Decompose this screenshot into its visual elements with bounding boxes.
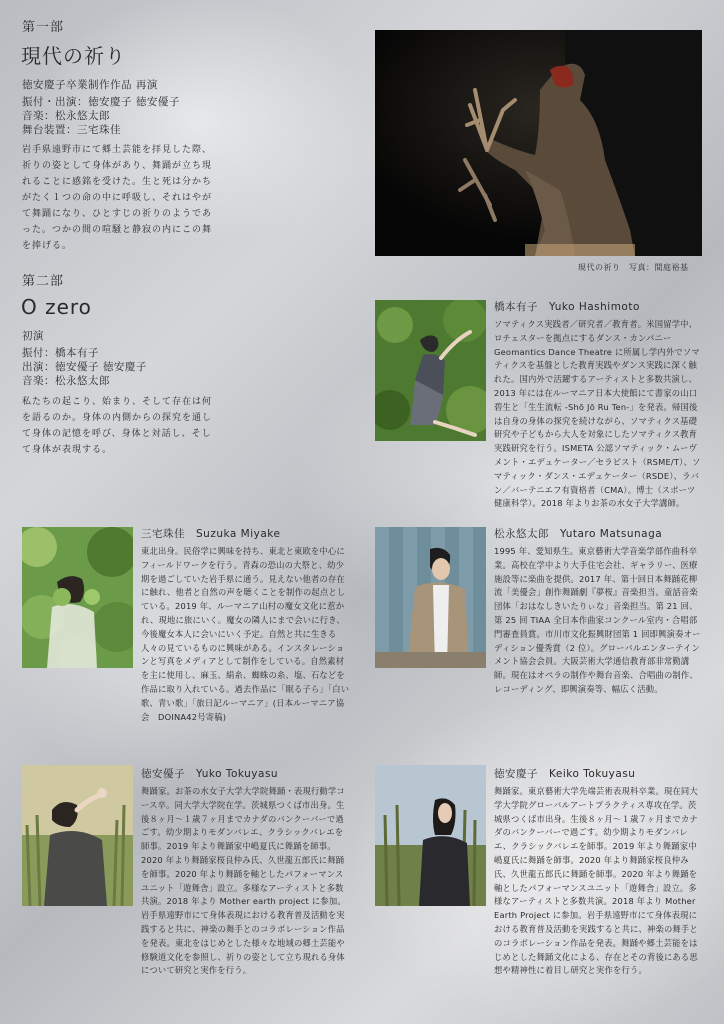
credit-line: 振付：橋本有子: [22, 347, 99, 359]
part1-title: 現代の祈り: [21, 44, 126, 68]
matsunaga-name: 松永悠太郎 Yutaro Matsunaga: [494, 528, 663, 540]
yuko-tokuyasu-bio: 舞踊家。お茶の水女子大学大学院舞踊・表現行動学コース卒。同大学大学院在学。茨城県つくば市出身。生後８ヶ月〜１歳７ヶ月までカナダのバンクーバーで過ごす。幼少期よりモダンバレエ、クラシックバレエを師事。2019 年より舞踊家中嶋夏氏に舞踊を師事。2020 年より舞踊家桜良仲み氏、久世龍五郎氏に舞踊を師事。2020 年より舞踊を軸としたパフォーマンスユニット「遊舞舎」設立。多様なアーティストと多数共演。2018 年より Mother earth project に参加。岩手県遠野市にて身体表現における教育普及活動を実践すると共に、神楽の舞手とのコラボレーション作品を発表。東北をはじめとした様々な地域の郷土芸能や修験道文化を参照し、祈りの姿として立ち現れる身体について研究と実作を行う。: [141, 786, 346, 976]
miyake-portrait-photo: [22, 527, 133, 668]
hashimoto-portrait-photo: [375, 300, 486, 441]
yuko-tokuyasu-portrait-photo: [22, 765, 133, 906]
yuko-tokuyasu-name: 徳安優子 Yuko Tokuyasu: [141, 768, 279, 780]
part2-label: 第二部: [22, 274, 65, 289]
part1-subtitle: 徳安慶子卒業制作作品 再演: [22, 79, 158, 91]
credit-line: 音楽：松永悠太郎: [22, 375, 110, 387]
matsunaga-portrait-photo: [375, 527, 486, 668]
part1-label: 第一部: [22, 20, 65, 35]
part2-subtitle: 初演: [22, 330, 44, 342]
matsunaga-bio: 1995 年、愛知県生。東京藝術大学音楽学部作曲科卒業。高校在学中より大手住宅会社、ギャラリー、医療施設等に楽曲を提供。2017 年、第十回日本舞踊花柳流「美優会」創作舞踊劇『夢桜』音楽担当。童話音楽団体「おはなしきいたりぃな」音楽担当。第 21 回、第 25 回 TIAA 全日本作曲家コンクール室内・合唱部門審査員賞。市川市文化振興財団第 1 回即興演奏オーディション優秀賞（2 位）。グローバルエンターテインメント協会会員。大阪芸術大学通信教育部非常勤講師。現在はオペラの制作や舞台音楽、合唱曲の制作、レコーディング、即興演奏等、幅広く活動。: [494, 546, 701, 694]
keiko-tokuyasu-bio: 舞踊家。東京藝術大学先端芸術表現科卒業。現在同大学大学院グローバルアートプラクティス専攻在学。茨城県つくば市出身。生後８ヶ月〜１歳７ヶ月までカナダのバンクーバーで過ごす。幼少期よりモダンバレエ、クラシックバレエを師事。2019 年より舞踊家中嶋夏氏に舞踊を師事。2020 年より舞踊家桜良仲み氏、久世龍五郎氏に舞踊を師事。2020 年より舞踊を軸としたパフォーマンスユニット「遊舞舎」設立。多様なアーティストと多数共演。2018 年より Mother Earth Project に参加。岩手県遠野市にて身体表現における教育普及活動を実践すると共に、神楽の舞手とのコラボレーション作品を発表。舞踊や郷土芸能をはじめとした舞踊文化による、存在とその背後にある思想や精神性に着目し研究と実作を行う。: [494, 786, 698, 976]
credit-line: 振付・出演：徳安慶子 徳安優子: [22, 96, 180, 108]
keiko-tokuyasu-portrait-photo: [375, 765, 486, 906]
credit-line: 出演：徳安優子 徳安慶子: [22, 361, 147, 373]
part1-photo-caption: 現代の祈り 写真：間庭裕基: [578, 263, 689, 272]
part1-description: 岩手県遠野市にて郷土芸能を拝見した際、祈りの姿として身体があり、舞踊が立ち現れることに感銘を受けた。生と死は分かちがたく１つの命の中に呼吸し、それはやがて舞踊になり、ひとすじの祈りのようであった。つかの間の喧騒と静寂の内にこの舞を捧げる。: [22, 145, 213, 251]
part2-title: O zero: [21, 295, 92, 319]
keiko-tokuyasu-name: 徳安慶子 Keiko Tokuyasu: [494, 768, 636, 780]
miyake-bio: 東北出身。民俗学に興味を持ち、東北と東欧を中心にフィールドワークを行う。青森の恐山の大祭と、幼少期を過ごしていた岩手県に通う。見えない他者の存在に触れ、他者と自然の声を聴くことを制作の起点としている。2019 年、ルーマニア山村の魔女文化に惹かれ、現地に旅にいく。魔女の隣人にまで会いに行き、今後魔女本人に会いにいく予定。自然と共に生きる人々の見ているものに興味がある。インスタレーションと写真をメディアとして制作をしている。自然素材を主に使用し、麻玉、絹糸、蜘蛛の糸、塩、石などを作品に取り入れている。過去作品に「眠る子ら」「白い歌、青い歌」「旅日記ルーマニア」(日本ルーマニア協会 DOINA42号寄稿): [141, 546, 350, 722]
credit-line: 舞台装置：三宅珠佳: [22, 124, 121, 136]
part2-description: 私たちの起こり、始まり、そして存在は何を語るのか。身体の内側からの探究を通して身体の記憶を呼び、身体と対話し、そして身体が表現する。: [22, 397, 213, 455]
credit-line: 音楽：松永悠太郎: [22, 110, 110, 122]
hashimoto-name: 橋本有子 Yuko Hashimoto: [494, 301, 640, 313]
part1-performance-photo: [375, 30, 702, 256]
hashimoto-bio: ソマティクス実践者／研究者／教育者。米国留学中、ロチェスターを拠点にするダンス・カンパニー Geomantics Dance Theatre に所属し学内外でソマティクスを基盤とした教育実践やダンス実践に深く触れた。国内外で活躍するアーティストと多数共演し、2013 年には在ルーマニア日本大使館にて書家の山口碧生と「生生流転 -Shō Jō Ru Ten-」を発表。帰国後は自身の身体の探究を続けながら、ソマティクス基礎研究や子どもから大人を対象にしたソマティクス教育実践研究を行う。ISMETA 公認ソマティック・ムーヴメント・エデュケーター／セラピスト（RSME/T）、ソマティック・ダンス・エデュケーター（RSDE）、ラバン／バーテニエフ有資格者（CMA）。博士（スポーツ健康科学）。2018 年よりお茶の水女子大学講師。: [494, 319, 701, 509]
part1-credits: [22, 95, 180, 137]
part2-credits: [22, 346, 147, 388]
miyake-name: 三宅珠佳 Suzuka Miyake: [141, 528, 281, 540]
